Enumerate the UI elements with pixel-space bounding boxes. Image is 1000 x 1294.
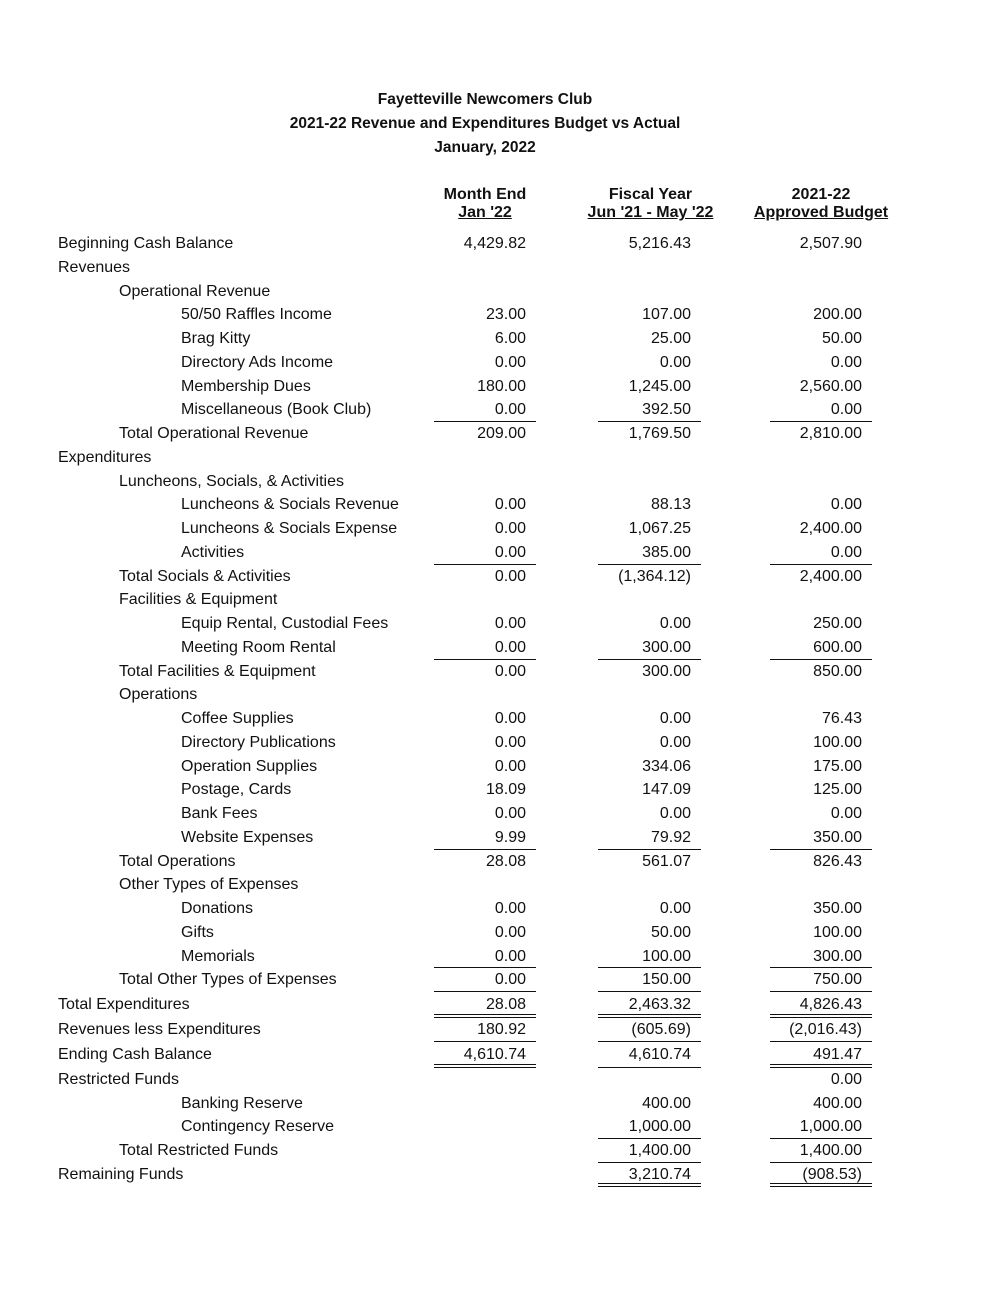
table-row [0,541,1000,565]
table-row [0,850,1000,874]
row-value-col3: (2,016.43) [770,1018,872,1042]
row-value-col1 [434,873,536,897]
row-value-col1: 0.00 [434,945,536,969]
table-row [0,921,1000,945]
row-value-col1: 0.00 [494,923,526,941]
row-value-col3: 0.00 [830,1070,862,1088]
table-row [0,636,1000,660]
row-value-col1 [434,1092,536,1116]
row-value-col2: 392.50 [598,398,701,422]
row-value-col2: 3,210.74 [598,1163,701,1187]
row-value-col2: 300.00 [642,662,691,680]
row-label: Total Other Types of Expenses [119,971,337,989]
row-label: Luncheons, Socials, & Activities [119,472,345,490]
table-row [0,232,1000,256]
table-row [0,945,1000,969]
table-row [0,683,1000,707]
row-value-col1: 0.00 [494,353,526,371]
row-value-col3: 1,400.00 [770,1139,872,1163]
table-row [0,731,1000,755]
row-value-col2: 25.00 [650,330,691,347]
row-value-col3: 250.00 [813,615,862,632]
row-value-col3: 600.00 [770,636,872,660]
row-label: Revenues [58,258,131,276]
row-label: Operations [119,686,198,704]
row-label: Gifts [181,923,214,941]
row-label: Contingency Reserve [181,1118,334,1136]
row-value-col3: 0.00 [830,805,862,822]
row-value-col1: 209.00 [477,425,526,442]
row-value-col1 [434,470,536,494]
row-value-col1: 0.00 [494,520,526,537]
row-value-col2: (1,364.12) [618,567,691,585]
table-row [0,1139,1000,1163]
row-value-col3: 2,507.90 [799,235,862,252]
row-value-col1 [434,588,536,612]
table-row [0,280,1000,304]
row-value-col2 [598,683,701,707]
row-value-col3: 100.00 [813,923,862,941]
row-value-col2 [598,873,701,897]
row-label: Total Restricted Funds [119,1142,279,1159]
row-value-col1 [434,1139,536,1163]
row-value-col1: 0.00 [494,710,526,727]
row-label: Operational Revenue [119,282,271,300]
table-row [0,992,1000,1018]
row-value-col1 [434,446,536,470]
table-row [0,565,1000,589]
row-value-col1: 6.00 [494,330,526,347]
row-value-col2 [598,588,701,612]
table-row [0,303,1000,327]
row-label: Total Operations [119,852,236,870]
table-row [0,612,1000,636]
table-row [0,1163,1000,1187]
table-row [0,873,1000,897]
table-row [0,1068,1000,1092]
row-value-col1: 0.00 [434,636,536,660]
row-value-col3 [770,873,872,897]
row-value-col2: 107.00 [642,306,691,324]
row-value-col2 [598,280,701,304]
row-value-col1: 0.00 [434,541,536,565]
row-value-col2: (605.69) [598,1018,701,1042]
row-value-col3: 2,560.00 [799,377,862,395]
table-row [0,470,1000,494]
row-label: Banking Reserve [181,1094,303,1112]
row-value-col3: 0.00 [830,496,862,514]
row-value-col2 [598,1068,701,1092]
table-row [0,517,1000,541]
row-value-col2: 1,245.00 [628,377,691,395]
row-value-col3: 2,810.00 [799,425,862,442]
row-value-col3: 350.00 [813,900,862,917]
table-row [0,446,1000,470]
report-title: 2021-22 Revenue and Expenditures Budget vs Actual [289,115,681,132]
row-value-col3 [770,683,872,707]
table-row [0,493,1000,517]
row-label: Membership Dues [181,377,311,395]
row-value-col1: 0.00 [494,733,526,751]
row-value-col3: 175.00 [813,757,862,775]
row-value-col2: 0.00 [659,900,691,917]
row-value-col2: 50.00 [650,923,691,941]
column-header-month-end [430,186,540,222]
row-label: Revenues less Expenditures [58,1021,261,1038]
row-value-col1: 0.00 [494,496,526,514]
row-value-col3 [770,470,872,494]
row-value-col1 [434,683,536,707]
row-value-col1: 0.00 [494,900,526,917]
row-value-col3: 750.00 [770,968,872,992]
table-row [0,897,1000,921]
row-value-col1: 180.92 [434,1018,536,1042]
table-row [0,1092,1000,1116]
row-value-col2: 385.00 [598,541,701,565]
column-header-fiscal-year [578,186,723,222]
table-row [0,422,1000,446]
table-row [0,327,1000,351]
row-value-col2: 0.00 [659,733,691,751]
table-row [0,707,1000,731]
row-value-col1 [434,256,536,280]
table-row [0,1042,1000,1068]
row-label: 50/50 Raffles Income [181,306,332,324]
row-label: Operation Supplies [181,757,318,775]
row-value-col3: 125.00 [813,781,862,799]
row-value-col1: 23.00 [485,306,526,324]
row-label: Equip Rental, Custodial Fees [181,615,389,632]
row-label: Meeting Room Rental [181,638,336,656]
table-row [0,256,1000,280]
row-value-col3: 2,400.00 [799,567,862,585]
row-value-col1: 0.00 [494,757,526,775]
column-header-line2: Jan '22 [458,204,512,221]
column-header-line1: Month End [443,186,527,203]
table-row [0,351,1000,375]
table-row [0,660,1000,684]
table-row [0,968,1000,992]
row-label: Luncheons & Socials Expense [181,520,398,537]
row-label: Expenditures [58,448,152,466]
row-label: Ending Cash Balance [58,1045,212,1063]
row-value-col1 [434,280,536,304]
row-label: Total Expenditures [58,996,190,1013]
row-label: Total Operational Revenue [119,425,309,442]
row-value-col3: 50.00 [821,330,862,347]
row-value-col3: 100.00 [813,733,862,751]
row-value-col2: 0.00 [659,353,691,371]
report-period: January, 2022 [434,139,536,156]
row-value-col1: 0.00 [494,615,526,632]
row-value-col2: 334.06 [642,757,691,775]
row-value-col2: 1,067.25 [628,520,691,537]
row-value-col2 [598,256,701,280]
row-value-col3: 300.00 [770,945,872,969]
table-row [0,1115,1000,1139]
row-label: Other Types of Expenses [119,876,299,894]
row-value-col2: 0.00 [659,710,691,727]
table-row [0,755,1000,779]
row-value-col3: 4,826.43 [770,992,872,1018]
row-value-col3: 826.43 [813,852,862,870]
row-value-col3 [770,280,872,304]
row-value-col2: 1,400.00 [598,1139,701,1163]
row-label: Total Facilities & Equipment [119,662,316,680]
row-value-col3: (908.53) [770,1163,872,1187]
row-label: Brag Kitty [181,330,251,347]
row-value-col1: 0.00 [434,968,536,992]
row-value-col3 [770,588,872,612]
row-value-col3: 0.00 [830,353,862,371]
row-value-col1 [434,1163,536,1187]
table-row [0,826,1000,850]
report-org-title: Fayetteville Newcomers Club [377,91,593,108]
row-value-col2: 147.09 [642,781,691,799]
row-label: Activities [181,543,245,561]
row-value-col3: 400.00 [813,1094,862,1112]
row-value-col3: 2,400.00 [799,520,862,537]
row-label: Remaining Funds [58,1165,184,1183]
row-value-col2: 400.00 [642,1094,691,1112]
row-value-col1: 28.08 [434,992,536,1018]
row-value-col2: 0.00 [659,615,691,632]
row-label: Beginning Cash Balance [58,235,234,252]
table-row [0,588,1000,612]
table-row [0,398,1000,422]
row-value-col3: 0.00 [770,398,872,422]
row-label: Memorials [181,947,255,965]
row-value-col3: 850.00 [813,662,862,680]
row-label: Bank Fees [181,805,258,822]
row-value-col2: 300.00 [598,636,701,660]
row-value-col1: 28.08 [485,852,526,870]
column-header-line2: Jun '21 - May '22 [587,204,714,221]
row-value-col3: 1,000.00 [770,1115,872,1139]
table-row [0,802,1000,826]
table-row [0,375,1000,399]
row-value-col2 [598,446,701,470]
row-value-col1: 0.00 [494,662,526,680]
row-value-col1 [434,1068,536,1092]
row-value-col2: 0.00 [659,805,691,822]
row-value-col2: 561.07 [642,852,691,870]
row-value-col2: 1,769.50 [628,425,691,442]
row-value-col3: 0.00 [770,541,872,565]
row-label: Postage, Cards [181,781,292,799]
row-value-col2: 4,610.74 [598,1042,701,1068]
row-label: Facilities & Equipment [119,591,278,609]
row-value-col3: 350.00 [770,826,872,850]
column-header-line2: Approved Budget [753,204,889,221]
table-row [0,778,1000,802]
row-value-col2: 2,463.32 [598,992,701,1018]
row-value-col1: 9.99 [434,826,536,850]
row-value-col3: 491.47 [770,1042,872,1068]
row-label: Donations [181,900,254,917]
row-value-col1: 18.09 [485,781,526,799]
row-value-col2: 150.00 [598,968,701,992]
row-value-col1: 0.00 [494,567,526,585]
row-value-col1: 180.00 [477,377,526,395]
row-value-col2: 79.92 [598,826,701,850]
row-label: Directory Ads Income [181,353,334,371]
row-value-col3 [770,446,872,470]
column-header-line1: Fiscal Year [608,186,693,203]
row-value-col2 [598,470,701,494]
row-value-col3: 76.43 [821,710,862,727]
row-label: Directory Publications [181,733,336,751]
row-value-col1: 0.00 [494,805,526,822]
row-value-col3 [770,256,872,280]
row-label: Coffee Supplies [181,710,294,727]
row-value-col1: 0.00 [434,398,536,422]
row-label: Luncheons & Socials Revenue [181,496,399,514]
row-value-col1 [434,1115,536,1139]
row-value-col2: 100.00 [598,945,701,969]
column-header-approved-budget [750,186,892,222]
column-header-line1: 2021-22 [791,186,851,203]
budget-table [0,232,1000,1187]
row-value-col1: 4,610.74 [434,1042,536,1068]
row-label: Restricted Funds [58,1070,179,1088]
row-value-col2: 5,216.43 [628,235,691,252]
row-label: Miscellaneous (Book Club) [181,401,372,419]
row-value-col2: 1,000.00 [598,1115,701,1139]
row-value-col2: 88.13 [650,496,691,514]
row-value-col3: 200.00 [813,306,862,324]
table-row [0,1018,1000,1042]
row-label: Total Socials & Activities [119,567,291,585]
row-value-col1: 4,429.82 [463,235,526,252]
row-label: Website Expenses [181,828,314,846]
